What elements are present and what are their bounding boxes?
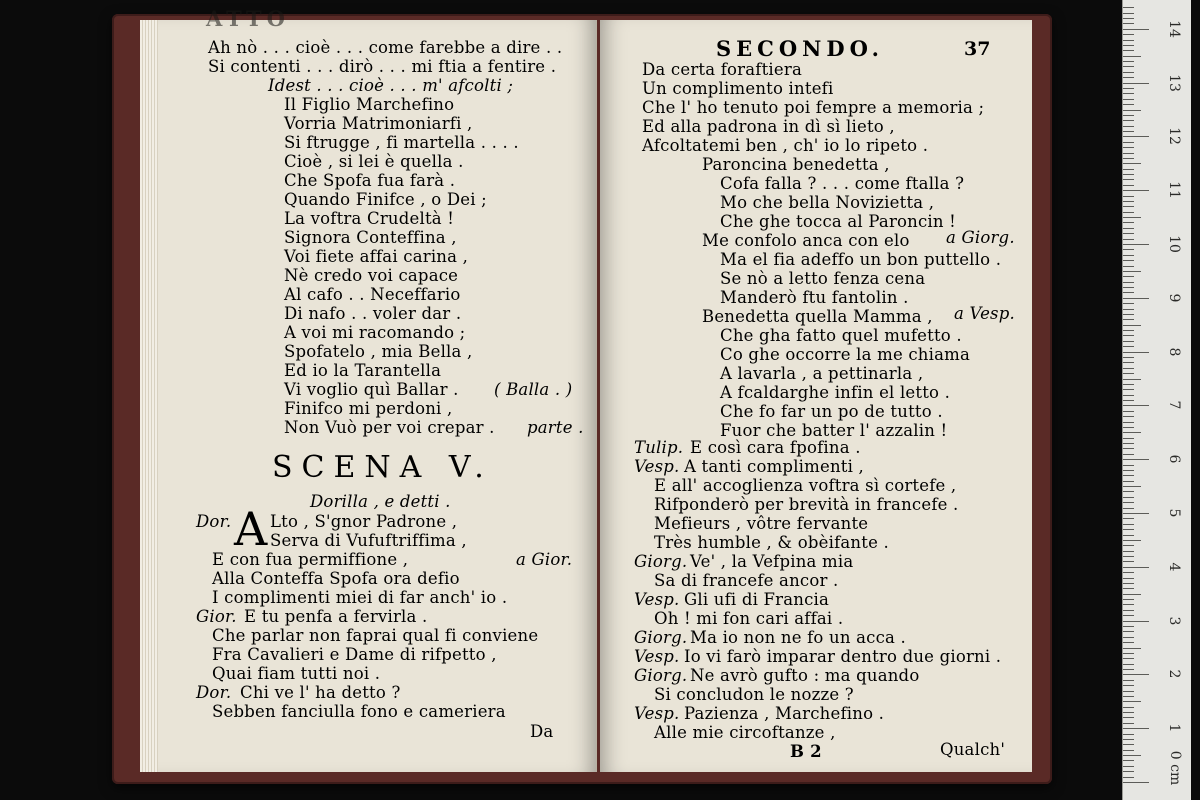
ruler-tick (1123, 755, 1141, 756)
ruler-tick (1123, 303, 1134, 304)
ruler-tick (1123, 696, 1134, 697)
ruler-tick (1123, 723, 1134, 724)
ruler-number: 14 (1166, 19, 1182, 38)
dialogue-line: Pazienza , Marchefino . (684, 704, 885, 723)
ruler-tick (1123, 465, 1134, 466)
ruler-number: 5 (1166, 508, 1182, 518)
ruler-tick (1123, 276, 1134, 277)
ruler-number: 9 (1166, 293, 1182, 303)
ruler-tick (1123, 739, 1134, 740)
verse-line: Che Spofa fua farà . (284, 171, 456, 190)
ruler-tick (1123, 196, 1134, 197)
ruler-tick (1123, 491, 1134, 492)
dialogue-line: Rifponderò per brevità in francefe . (654, 495, 959, 514)
ruler-number: 10 (1166, 235, 1182, 253)
stage-direction-balla: ( Balla . ) (494, 380, 573, 399)
ruler-tick (1123, 40, 1134, 41)
verse-line: Voi fiete affai carina , (284, 247, 469, 266)
ruler-tick (1123, 56, 1141, 57)
dialogue-line: E all' accoglienza voftra sì cortefe , (654, 476, 957, 495)
ruler-tick (1123, 169, 1134, 170)
dialogue-line: Si concludon le nozze ? (654, 685, 854, 704)
ruler-tick (1123, 228, 1134, 229)
verse-line: A fcaldarghe infin el letto . (720, 383, 951, 402)
ruler-tick (1123, 255, 1134, 256)
verse-line: Si ftrugge , fi martella . . . . (284, 133, 519, 152)
ruler-tick (1123, 7, 1134, 8)
ruler-tick (1123, 389, 1134, 390)
ruler-tick (1123, 362, 1134, 363)
verse-line: Fuor che batter l' azzalin ! (720, 421, 948, 440)
left-running-head: ATTO (206, 6, 290, 31)
verse-line: Nè credo voi capace (284, 266, 459, 285)
ruler-tick (1123, 524, 1134, 525)
ruler-tick (1123, 766, 1134, 767)
ruler-tick (1123, 179, 1134, 180)
ruler-tick (1123, 674, 1149, 675)
ruler-tick (1123, 18, 1134, 19)
speaker-label: Giorg. (634, 552, 688, 571)
ruler-tick (1123, 411, 1134, 412)
catchword-left: Da (530, 722, 554, 741)
ruler-tick (1123, 771, 1134, 772)
ruler-tick (1123, 330, 1134, 331)
speaker-dor-1: Dor. (196, 512, 232, 531)
ruler-tick (1123, 626, 1134, 627)
dialogue-line: Fra Cavalieri e Dame di rifpetto , (212, 645, 497, 664)
verse-line: Finifco mi perdoni , (284, 399, 453, 418)
ruler-tick (1123, 217, 1141, 218)
dialogue-line: Sa di francefe ancor . (654, 571, 839, 590)
ruler-tick (1123, 174, 1134, 175)
verse-line: Spofatelo , mia Bella , (284, 342, 473, 361)
verse-line: Che gha fatto quel mufetto . (720, 326, 962, 345)
ruler-tick (1123, 578, 1134, 579)
ruler-tick (1123, 556, 1134, 557)
ruler-tick (1123, 658, 1134, 659)
page-number: 37 (964, 38, 991, 60)
ruler-number: 3 (1166, 616, 1182, 626)
dialogue-line: I complimenti miei di far anch' io . (212, 588, 508, 607)
ruler-tick (1123, 115, 1134, 116)
ruler-number: 4 (1166, 562, 1182, 572)
verse-line: Che l' ho tenuto poi fempre a memoria ; (642, 98, 985, 117)
ruler-tick (1123, 266, 1134, 267)
ruler-tick (1123, 88, 1134, 89)
ruler-tick (1123, 422, 1134, 423)
ruler-tick (1123, 750, 1134, 751)
ruler-tick (1123, 201, 1134, 202)
ruler-tick (1123, 335, 1134, 336)
ruler-tick (1123, 438, 1134, 439)
ruler-tick (1123, 271, 1141, 272)
verse-line: Da certa foraftiera (642, 60, 802, 79)
dialogue-line: Quai fiam tutti noi . (212, 664, 381, 683)
dialogue-line: Ma io non ne fo un acca . (690, 628, 906, 647)
ruler-tick (1123, 664, 1134, 665)
ruler-tick (1123, 212, 1134, 213)
speaker-label: Giorg. (634, 666, 688, 685)
verse-line: Di nafo . . voler dar . (284, 304, 462, 323)
verse-line: Ed alla padrona in dì sì lieto , (642, 117, 895, 136)
ruler-tick (1123, 292, 1134, 293)
right-running-head: SECONDO. (716, 36, 884, 61)
ruler-tick (1123, 282, 1134, 283)
ruler-number: 13 (1166, 73, 1182, 92)
ruler-tick (1123, 136, 1149, 137)
verse-line: Ed io la Tarantella (284, 361, 442, 380)
verse-line: La voftra Crudeltà ! (284, 209, 455, 228)
ruler-tick (1123, 653, 1134, 654)
ruler-tick (1123, 545, 1134, 546)
ruler-tick (1123, 567, 1149, 568)
ruler-tick (1123, 621, 1149, 622)
speaker-label: Giorg. (634, 628, 688, 647)
ruler-tick (1123, 23, 1134, 24)
ruler-tick (1123, 142, 1134, 143)
ruler-tick (1123, 319, 1134, 320)
verse-line: Quando Finifce , o Dei ; (284, 190, 487, 209)
verse-line: A lavarla , a pettinarla , (720, 364, 924, 383)
ruler-tick (1123, 222, 1134, 223)
ruler-number: 6 (1166, 454, 1182, 464)
dialogue-line: Très humble , & obèifante . (654, 533, 889, 552)
ruler-number: 2 (1166, 669, 1182, 679)
ruler-tick (1123, 470, 1134, 471)
ruler-tick (1123, 599, 1134, 600)
verse-line: Idest . . . cioè . . . m' afcolti ; (268, 76, 514, 95)
ruler-tick (1123, 497, 1134, 498)
speaker-label: Vesp. (634, 457, 680, 476)
ruler-number: 8 (1166, 347, 1182, 357)
ruler-unit-label: 0 cm (1167, 750, 1183, 786)
ruler-tick (1123, 535, 1134, 536)
verse-line: Mo che bella Novizietta , (720, 193, 935, 212)
dialogue-line: Gli ufi di Francia (684, 590, 830, 609)
verse-line: Me confolo anca con elo (702, 231, 910, 250)
ruler-tick (1123, 400, 1134, 401)
verse-line: Cofa falla ? . . . come ftalla ? (720, 174, 965, 193)
ruler-tick (1123, 352, 1149, 353)
ruler-tick (1123, 529, 1134, 530)
ruler-tick (1123, 680, 1134, 681)
scene-characters: Dorilla , e detti . (310, 492, 451, 511)
ruler-tick (1123, 190, 1149, 191)
verse-line: Si contenti . . . dirò . . . mi ftia a fentire . (208, 57, 557, 76)
dialogue-line: Io vi farò imparar dentro due giorni . (684, 647, 1002, 666)
dialogue-line: Serva di Vufuftriffima , (270, 531, 467, 550)
ruler-tick (1123, 588, 1134, 589)
ruler-tick (1123, 481, 1134, 482)
verse-line: Al cafo . . Neceffario (284, 285, 461, 304)
verse-line: Il Figlio Marchefino (284, 95, 455, 114)
ruler-tick (1123, 325, 1141, 326)
ruler-tick (1123, 551, 1134, 552)
ruler-tick (1123, 185, 1134, 186)
aside-vesp: a Vesp. (954, 304, 1015, 323)
ruler-tick (1123, 405, 1149, 406)
verse-line: Signora Conteffina , (284, 228, 457, 247)
ruler-tick (1123, 357, 1134, 358)
ruler-tick (1123, 637, 1134, 638)
ruler-tick (1123, 153, 1134, 154)
ruler-tick (1123, 72, 1134, 73)
ruler-tick (1123, 443, 1134, 444)
ruler-tick (1123, 373, 1134, 374)
ruler-tick (1123, 734, 1134, 735)
speaker-label: Tulip. (634, 438, 684, 457)
ruler-tick (1123, 158, 1134, 159)
ruler-tick (1123, 239, 1134, 240)
dialogue-line: Alle mie circoftanze , (654, 723, 836, 742)
ruler-tick (1123, 604, 1134, 605)
ruler-tick (1123, 34, 1134, 35)
dialogue-line: Sebben fanciulla fono e cameriera (212, 702, 506, 721)
ruler-tick (1123, 648, 1141, 649)
ruler-tick (1123, 13, 1134, 14)
ruler-tick (1123, 777, 1134, 778)
verse-line: Afcoltatemi ben , ch' io lo ripeto . (642, 136, 929, 155)
ruler-tick (1123, 707, 1134, 708)
speaker-label: Vesp. (634, 647, 680, 666)
ruler-tick (1123, 110, 1141, 111)
ruler-tick (1123, 131, 1134, 132)
ruler-tick (1123, 66, 1134, 67)
ruler-number: 7 (1166, 400, 1182, 410)
ruler-tick (1123, 147, 1134, 148)
ruler-tick (1123, 233, 1134, 234)
ruler-tick (1123, 427, 1134, 428)
drop-cap: A (234, 502, 268, 556)
speaker-dor-2: Dor. (196, 683, 232, 702)
ruler-tick (1123, 416, 1134, 417)
ruler-tick (1123, 486, 1141, 487)
ruler-tick (1123, 45, 1134, 46)
ruler-tick (1123, 631, 1134, 632)
verse-line: Che ghe tocca al Paroncin ! (720, 212, 957, 231)
ruler-tick (1123, 346, 1134, 347)
ruler-tick (1123, 244, 1149, 245)
ruler-tick (1123, 642, 1134, 643)
ruler-tick (1123, 502, 1134, 503)
ruler-tick (1123, 163, 1141, 164)
ruler-tick (1123, 669, 1134, 670)
ruler-tick (1123, 583, 1134, 584)
speaker-label: Vesp. (634, 590, 680, 609)
ruler-tick (1123, 83, 1149, 84)
ruler-tick (1123, 540, 1141, 541)
ruler-tick (1123, 691, 1134, 692)
ruler-tick (1123, 610, 1134, 611)
ruler-number: 11 (1166, 181, 1182, 200)
ruler-tick (1123, 93, 1134, 94)
ruler-tick (1123, 61, 1134, 62)
catchword-right: Qualch' (940, 740, 1006, 759)
ruler-tick (1123, 459, 1149, 460)
verse-line: Paroncina benedetta , (702, 155, 890, 174)
dialogue-line: A tanti complimenti , (684, 457, 864, 476)
dialogue-line: Ve' , la Vefpina mia (690, 552, 854, 571)
dialogue-line: Oh ! mi fon cari affai . (654, 609, 844, 628)
ruler-tick (1123, 454, 1134, 455)
ruler-tick (1123, 309, 1134, 310)
verse-line: A voi mi racomando ; (284, 323, 466, 342)
verse-line: Ma el fia adeffo un bon puttello . (720, 250, 1002, 269)
ruler-tick (1123, 685, 1134, 686)
ruler-tick (1123, 712, 1134, 713)
dialogue-line: Ne avrò gufto : ma quando (690, 666, 920, 685)
ruler-tick (1123, 384, 1134, 385)
page-edges (140, 20, 158, 772)
aside-giorg: a Giorg. (946, 228, 1015, 247)
ruler-tick (1123, 395, 1134, 396)
ruler-tick (1123, 120, 1134, 121)
signature-mark: B 2 (790, 742, 822, 761)
verse-line: Vi voglio quì Ballar . (284, 380, 459, 399)
verse-line: Benedetta quella Mamma , (702, 307, 933, 326)
dialogue-line: Chi ve l' ha detto ? (240, 683, 401, 702)
ruler-tick (1123, 701, 1141, 702)
ruler-tick (1123, 77, 1134, 78)
ruler-tick (1123, 744, 1134, 745)
ruler-tick (1123, 29, 1149, 30)
ruler-tick (1123, 368, 1134, 369)
verse-line: Un complimento intefi (642, 79, 834, 98)
dialogue-line: Alla Conteffa Spofa ora defio (212, 569, 460, 588)
ruler-tick (1123, 314, 1134, 315)
verse-line: Cioè , si lei è quella . (284, 152, 464, 171)
ruler-tick (1123, 561, 1134, 562)
ruler-number: 12 (1166, 127, 1182, 146)
ruler-tick (1123, 594, 1141, 595)
ruler-tick (1123, 760, 1134, 761)
verse-line: Non Vuò per voi crepar . (284, 418, 495, 437)
ruler-tick (1123, 432, 1141, 433)
ruler-tick (1123, 615, 1134, 616)
ruler-tick (1123, 99, 1134, 100)
verse-line: Vorria Matrimoniarfi , (284, 114, 473, 133)
ruler-tick (1123, 287, 1134, 288)
ruler-tick (1123, 260, 1134, 261)
ruler-tick (1123, 341, 1134, 342)
ruler-tick (1123, 572, 1134, 573)
verse-line: Se nò a letto fenza cena (720, 269, 926, 288)
ruler-tick (1123, 782, 1149, 783)
ruler-tick (1123, 513, 1149, 514)
measurement-ruler (1122, 0, 1191, 800)
verse-line: Co ghe occorre la me chiama (720, 345, 971, 364)
dialogue-line: E così cara fpofina . (690, 438, 861, 457)
ruler-tick (1123, 717, 1134, 718)
ruler-tick (1123, 508, 1134, 509)
verse-line: Manderò ftu fantolin . (720, 288, 909, 307)
ruler-tick (1123, 206, 1134, 207)
ruler-number: 1 (1166, 723, 1182, 733)
dialogue-line: Che parlar non faprai qual fi conviene (212, 626, 539, 645)
ruler-tick (1123, 379, 1141, 380)
dialogue-line: E con fua permiffione , (212, 550, 409, 569)
verse-line: Ah nò . . . cioè . . . come farebbe a dire . . (208, 38, 563, 57)
ruler-tick (1123, 50, 1134, 51)
dialogue-line: E tu penfa a fervirla . (244, 607, 428, 626)
ruler-tick (1123, 518, 1134, 519)
ruler-tick (1123, 104, 1134, 105)
aside-gior: a Gior. (516, 550, 573, 569)
ruler-tick (1123, 728, 1149, 729)
verse-line: Che fo far un po de tutto . (720, 402, 943, 421)
speaker-gior: Gior. (196, 607, 237, 626)
dialogue-line: Mefieurs , vôtre fervante (654, 514, 869, 533)
ruler-tick (1123, 126, 1134, 127)
dialogue-line: Lto , S'gnor Padrone , (270, 512, 458, 531)
stage-direction-parte: parte . (527, 418, 584, 437)
ruler-tick (1123, 249, 1134, 250)
ruler-tick (1123, 475, 1134, 476)
scene-title: SCENA V. (272, 450, 493, 485)
ruler-tick (1123, 298, 1149, 299)
ruler-tick (1123, 448, 1134, 449)
speaker-label: Vesp. (634, 704, 680, 723)
